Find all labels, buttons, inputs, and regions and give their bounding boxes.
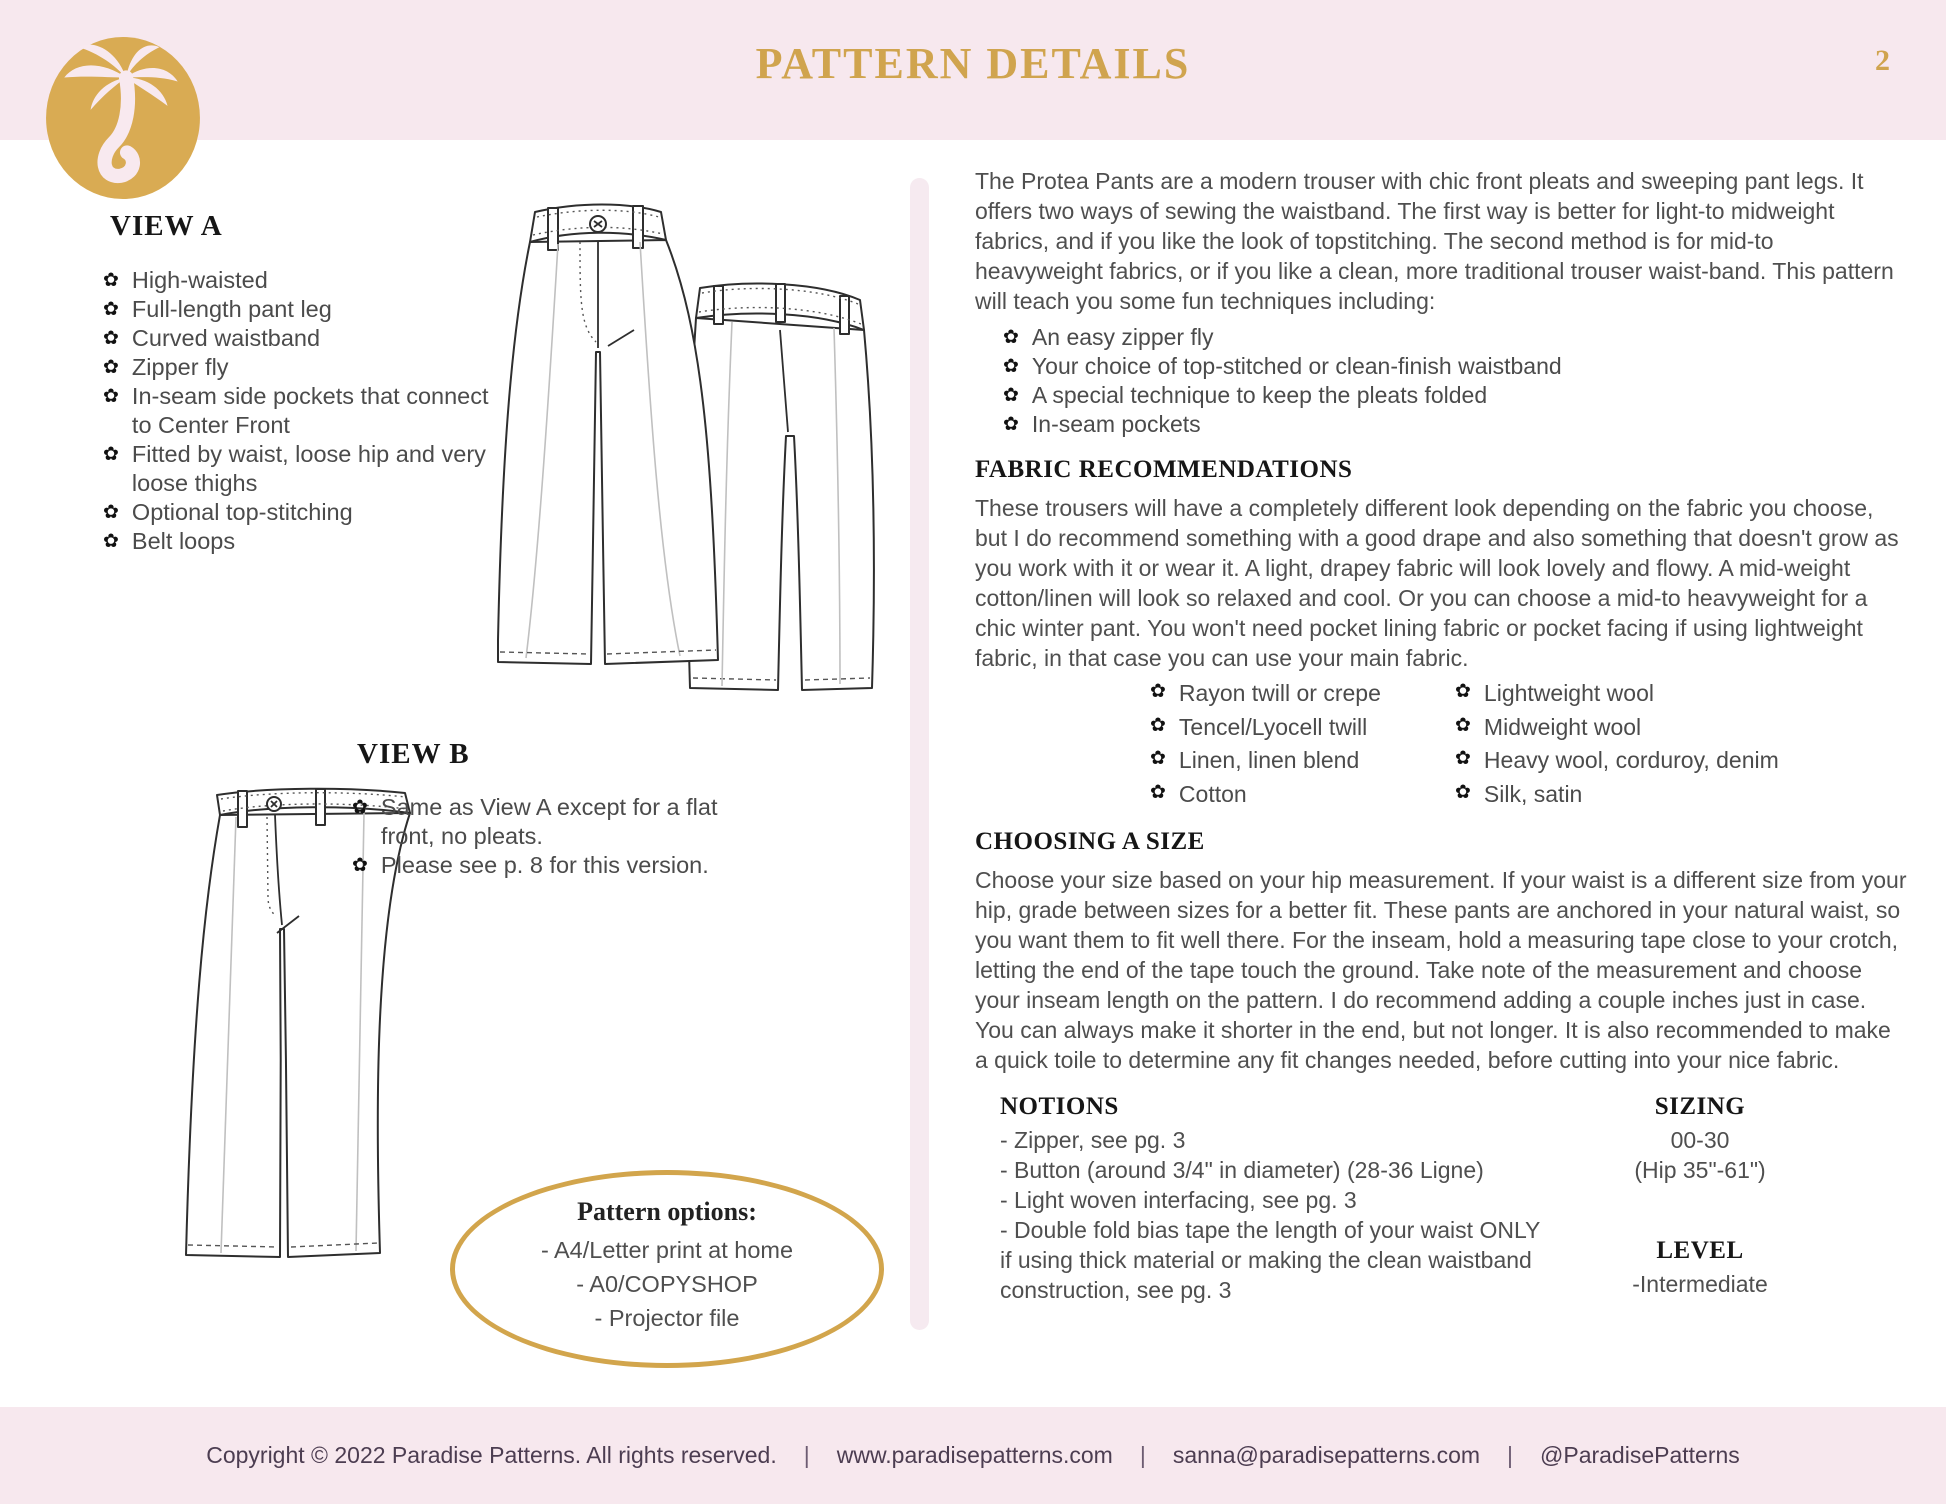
fabric-column-1 xyxy=(1150,677,1455,811)
fabric-label: Tencel/Lyocell twill xyxy=(1178,713,1368,740)
flower-bullet-icon: ✿ xyxy=(352,796,368,818)
fabric-columns xyxy=(1150,677,1907,811)
palm-tree-logo-icon xyxy=(42,34,204,202)
sizing-values xyxy=(1560,1125,1840,1185)
flower-bullet-icon: ✿ xyxy=(103,269,119,291)
pattern-option: - A4/Letter print at home xyxy=(540,1237,794,1263)
fabric-item xyxy=(1455,711,1779,745)
technique-item xyxy=(1003,381,1907,410)
fabric-item xyxy=(1150,778,1455,812)
pants-view-a-front-back-drawing xyxy=(388,160,888,695)
technique-label: An easy zipper fly xyxy=(1031,324,1214,350)
fabric-label: Midweight wool xyxy=(1483,713,1642,740)
footer-bar xyxy=(0,1407,1946,1504)
fabric-item xyxy=(1150,744,1455,778)
sizing-level-section xyxy=(1560,1093,1840,1305)
flower-bullet-icon: ✿ xyxy=(103,298,119,320)
flower-bullet-icon: ✿ xyxy=(1150,713,1166,736)
notions-heading: NOTIONS xyxy=(1000,1093,1119,1120)
flower-bullet-icon: ✿ xyxy=(1455,780,1471,803)
sizing-line: 00-30 xyxy=(1670,1127,1730,1153)
technique-item xyxy=(1003,352,1907,381)
flower-bullet-icon: ✿ xyxy=(1003,326,1019,348)
fabric-label: Linen, linen blend xyxy=(1178,747,1360,773)
fabric-label: Heavy wool, corduroy, denim xyxy=(1483,747,1779,773)
pattern-options-title: Pattern options: xyxy=(577,1197,757,1226)
view-a-item-label: Full-length pant leg xyxy=(131,296,332,322)
footer-segment: Copyright © 2022 Paradise Patterns. All rights reserved. xyxy=(206,1442,777,1468)
techniques-list xyxy=(1003,323,1907,439)
fabric-label: Silk, satin xyxy=(1483,780,1583,807)
flower-bullet-icon: ✿ xyxy=(103,443,119,465)
fabric-item xyxy=(1150,677,1455,711)
view-a-item-label: Zipper fly xyxy=(131,354,229,380)
view-b-item-label: Same as View A except for a flat front, no pleats. xyxy=(380,794,718,849)
pattern-options-list xyxy=(455,1233,879,1335)
view-a-item-label: Belt loops xyxy=(131,528,236,554)
view-b-feature-list xyxy=(352,793,754,880)
fabric-label: Rayon twill or crepe xyxy=(1178,680,1381,706)
fabric-column-2 xyxy=(1455,677,1779,811)
flower-bullet-icon: ✿ xyxy=(352,854,368,876)
view-b-item-label: Please see p. 8 for this version. xyxy=(380,852,709,878)
notions-section xyxy=(1000,1093,1540,1305)
footer-segment: | sanna@paradisepatterns.com xyxy=(1113,1442,1480,1469)
sizing-line: (Hip 35"-61") xyxy=(1634,1157,1766,1183)
flower-bullet-icon: ✿ xyxy=(1150,747,1166,769)
column-divider xyxy=(910,178,929,1330)
technique-item xyxy=(1003,323,1907,352)
level-value: -Intermediate xyxy=(1632,1271,1768,1297)
notion-line: - Double fold bias tape the length of your waist ONLY if using thick material or making the clean waistband construction, see pg. 3 xyxy=(1000,1217,1540,1303)
page-number: 2 xyxy=(1875,44,1890,77)
notion-line: - Button (around 3/4" in diameter) (28-36 Ligne) xyxy=(1000,1157,1484,1183)
view-a-item-label: Optional top-stitching xyxy=(131,499,353,525)
technique-label: In-seam pockets xyxy=(1031,411,1201,437)
notion-line: - Light woven interfacing, see pg. 3 xyxy=(1000,1187,1357,1213)
fabric-label: Cotton xyxy=(1178,780,1247,807)
flower-bullet-icon: ✿ xyxy=(103,327,119,349)
fabric-item xyxy=(1455,744,1779,778)
flower-bullet-icon: ✿ xyxy=(1150,780,1166,803)
flower-bullet-icon: ✿ xyxy=(1003,413,1019,435)
flower-bullet-icon: ✿ xyxy=(1003,355,1019,377)
flower-bullet-icon: ✿ xyxy=(1150,680,1166,702)
footer-segment: | @ParadisePatterns xyxy=(1480,1442,1740,1469)
flower-bullet-icon: ✿ xyxy=(103,385,119,407)
fabric-paragraph: These trousers will have a completely different look depending on the fabric you choose, but I do recommend something with a good drape and also something that doesn't grow as you work with it or wear it. A light, drapey fabric will look lovely and flowy. A mid-weight cotton/linen will look so relaxed and cool. Or you can choose a mid-to heavyweight for a chic winter pant. You won't need pocket lining fabric or pocket facing if using lightweight fabric, in that case you can use your main fabric. xyxy=(975,495,1899,671)
flower-bullet-icon: ✿ xyxy=(103,530,119,552)
level-heading: LEVEL xyxy=(1656,1237,1744,1264)
technique-label: A special technique to keep the pleats folded xyxy=(1031,382,1488,408)
pattern-option: - Projector file xyxy=(594,1305,740,1331)
footer-text xyxy=(206,1442,1740,1469)
flower-bullet-icon: ✿ xyxy=(1003,384,1019,406)
choosing-size-paragraph: Choose your size based on your hip measurement. If your waist is a different size from your hip, grade between sizes for a better fit. These pants are anchored in your natural waist, so you want them to fit well there. For the inseam, hold a measuring tape close to your crotch, letting the end of the tape touch the ground. Take note of the measurement and choose your inseam length on the pattern. I do recommend adding a couple inches just in case. You can always make it shorter in the end, but not longer. It is also recommended to make a quick toile to determine any fit changes needed, before cutting into your nice fabric. xyxy=(975,867,1907,1073)
fabric-item xyxy=(1150,711,1455,745)
flower-bullet-icon: ✿ xyxy=(103,501,119,523)
flower-bullet-icon: ✿ xyxy=(1455,713,1471,736)
page-title: PATTERN DETAILS xyxy=(755,39,1191,88)
fabric-label: Lightweight wool xyxy=(1483,680,1654,706)
view-a-item-label: Fitted by waist, loose hip and very loose thighs xyxy=(131,441,486,496)
pattern-option: - A0/COPYSHOP xyxy=(576,1271,758,1297)
fabric-item xyxy=(1455,778,1779,812)
view-a-heading: VIEW A xyxy=(110,210,223,242)
pattern-options-badge xyxy=(450,1170,884,1368)
fabric-recommendations-heading: FABRIC RECOMMENDATIONS xyxy=(975,456,1353,483)
notions-sizing-row xyxy=(975,1093,1907,1305)
view-a-item-label: High-waisted xyxy=(131,267,268,293)
sizing-heading: SIZING xyxy=(1654,1093,1746,1120)
notions-list xyxy=(1000,1125,1540,1305)
flower-bullet-icon: ✿ xyxy=(1455,747,1471,769)
details-column xyxy=(975,166,1907,1305)
level-block xyxy=(1560,1237,1840,1299)
view-b-list-item xyxy=(352,851,754,880)
view-a-item-label: Curved waistband xyxy=(131,325,321,351)
notion-line: - Zipper, see pg. 3 xyxy=(1000,1127,1186,1153)
view-b-heading: VIEW B xyxy=(357,738,470,770)
footer-segment: | www.paradisepatterns.com xyxy=(777,1442,1113,1469)
choosing-size-heading: CHOOSING A SIZE xyxy=(975,828,1205,855)
view-a-item-label: In-seam side pockets that connect to Center Front xyxy=(131,383,489,438)
flower-bullet-icon: ✿ xyxy=(1455,680,1471,702)
flower-bullet-icon: ✿ xyxy=(103,356,119,378)
technique-item xyxy=(1003,410,1907,439)
intro-paragraph: The Protea Pants are a modern trouser with chic front pleats and sweeping pant legs. It offers two ways of sewing the waistband. The first way is better for light-to midweight fabrics, and if you like the look of topstitching. The second method is for mid-to heavyweight fabrics, or if you like a clean, more traditional trouser waist-band. This pattern will teach you some fun techniques including: xyxy=(975,168,1894,314)
fabric-item xyxy=(1455,677,1779,711)
technique-label: Your choice of top-stitched or clean-finish waistband xyxy=(1031,353,1562,379)
view-b-list-item xyxy=(352,793,754,851)
